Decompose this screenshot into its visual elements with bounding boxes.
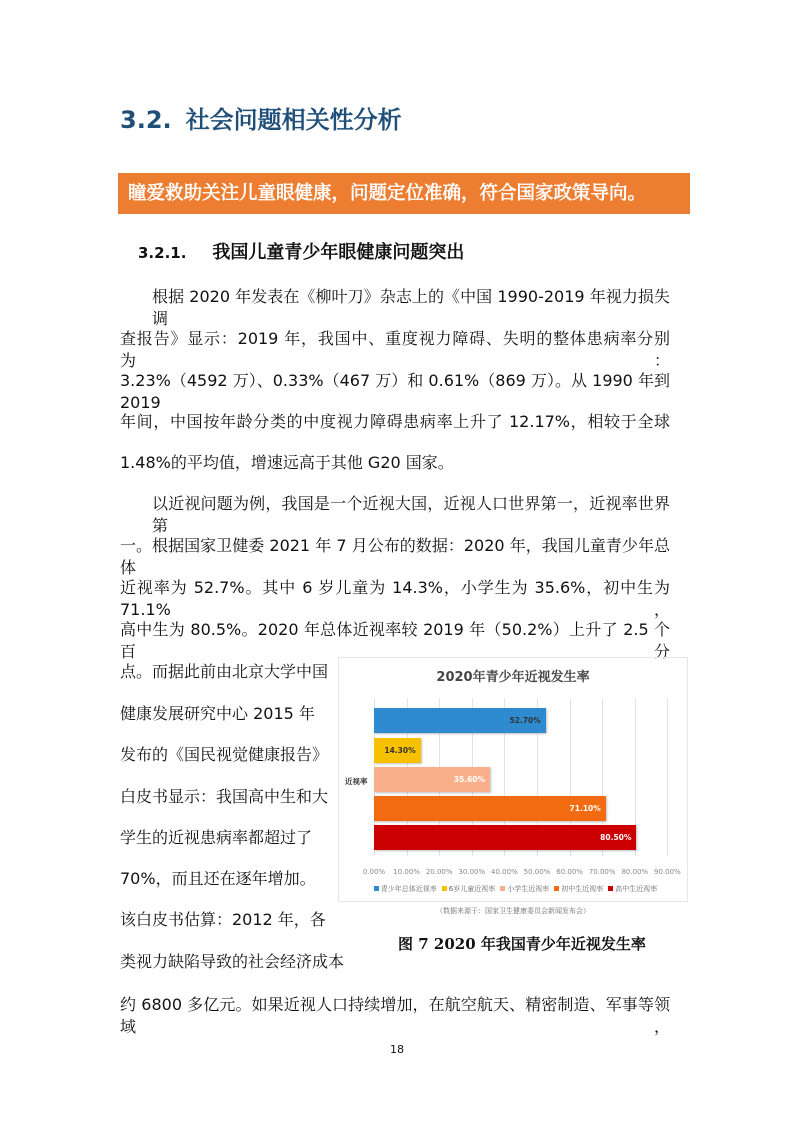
chart-legend [339,884,687,894]
chart-title: 2020年青少年近视发生率 [436,670,590,685]
text-line: 1.48%的平均值，增速远高于其他 G20 国家。 [120,453,454,472]
text-line: 点。而据此前由北京大学中国 [120,662,329,681]
legend-label: 青少年总体近视率 [380,885,437,893]
bar-data-label: 80.50% [600,833,632,842]
subsection-number: 3.2.1. [138,244,187,262]
text-line: 学生的近视患病率都超过了 [120,828,313,847]
text-line: 该白皮书估算：2012 年，各 [120,910,326,929]
legend-label: 高中生近视率 [615,885,658,893]
text-line: 3.23%（4592 万）、0.33%（467 万）和 0.61%（869 万）。从 1990 年到 2019 [120,371,670,412]
bar-data-label: 35.60% [453,775,486,784]
text-line: 一。根据国家卫健委 2021 年 7 月公布的数据：2020 年，我国儿童青少年总体 [120,536,670,577]
text-line: 年间，中国按年龄分类的中度视力障碍患病率上升了 12.17%，相较于全球 [120,412,670,431]
text-line: 以近视问题为例，我国是一个近视大国，近视人口世界第一，近视率世界第 [152,494,670,535]
x-tick-label: 90.00% [654,868,681,876]
section-heading [120,100,402,135]
x-tick-label: 60.00% [556,868,583,876]
bar-data-label: 52.70% [509,716,541,725]
x-tick-label: 40.00% [491,868,518,876]
legend-label: 6岁儿童近视率 [448,885,496,893]
text-line: 约 6800 多亿元。如果近视人口持续增加，在航空航天、精密制造、军事等领域， [120,995,670,1036]
legend-swatch [608,886,613,891]
legend-label: 小学生近视率 [507,885,550,893]
legend-swatch [442,886,447,891]
chart-source: （数据来源于：国家卫生健康委员会新闻发布会） [436,907,590,915]
gridline [667,698,668,856]
subsection-heading [138,238,464,264]
text-line: 健康发展研究中心 2015 年 [120,704,315,723]
text-line: 近视率为 52.7%。其中 6 岁儿童为 14.3%，小学生为 35.6%，初中生为 71.1%， [120,578,670,619]
text-line: 70%，而且还在逐年增加。 [120,869,316,888]
text-line: 类视力缺陷导致的社会经济成本 [120,952,345,971]
highlight-banner: 瞳爱救助关注儿童眼健康，问题定位准确，符合国家政策导向。 [118,173,690,214]
text-line: 查报告》显示：2019 年，我国中、重度视力障碍、失明的整体患病率分别为： [120,329,670,370]
bar-data-label: 71.10% [569,804,601,813]
bar-data-label: 14.30% [384,746,416,755]
page-number: 18 [390,1043,404,1056]
x-tick-label: 30.00% [458,868,486,876]
section-number: 3.2. [120,106,172,134]
subsection-title: 我国儿童青少年眼健康问题突出 [212,242,465,263]
section-title: 社会问题相关性分析 [185,106,402,134]
text-line: 白皮书显示：我国高中生和大 [120,787,329,806]
x-tick-label: 20.00% [425,868,453,876]
legend-swatch [374,886,379,891]
x-tick-label: 0.00% [362,868,386,876]
figure-caption: 图 7 2020 年我国青少年近视发生率 [398,935,646,953]
x-tick-label: 80.00% [621,868,649,876]
x-tick-label: 10.00% [393,868,420,876]
text-line: 高中生为 80.5%。2020 年总体近视率较 2019 年（50.2%）上升了 2.5 个百分 [120,620,670,661]
x-tick-label: 70.00% [588,868,616,876]
y-axis-label: 近视率 [345,777,368,786]
x-tick-label: 50.00% [523,868,551,876]
text-line: 根据 2020 年发表在《柳叶刀》杂志上的《中国 1990-2019 年视力损失调 [152,287,670,328]
legend-label: 初中生近视率 [561,885,604,893]
legend-swatch [500,886,505,891]
legend-swatch [554,886,559,891]
myopia-chart [338,657,688,902]
text-line: 发布的《国民视觉健康报告》 [120,745,329,764]
